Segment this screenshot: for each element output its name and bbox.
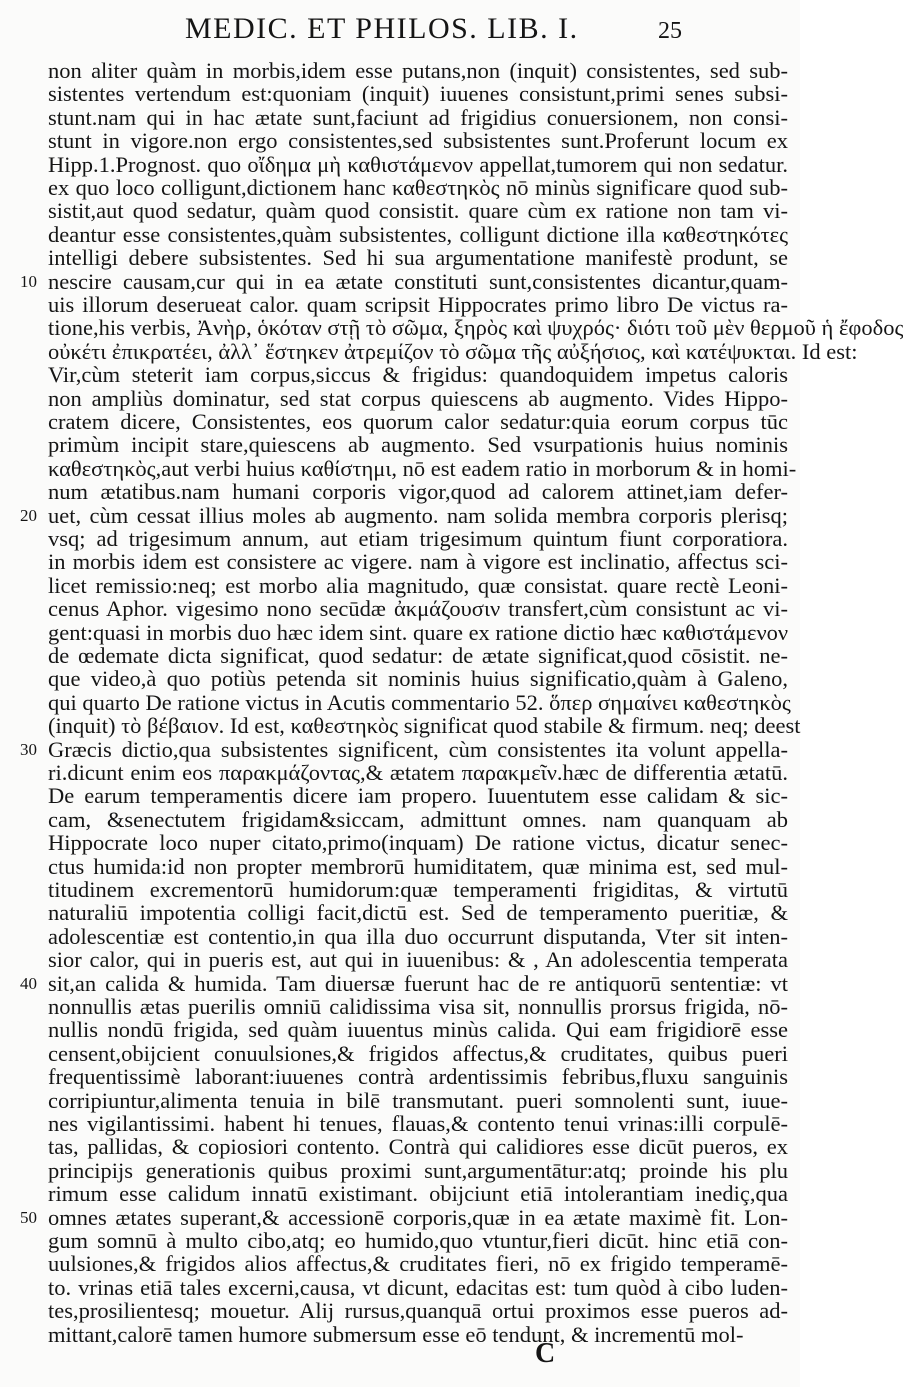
- text-line: Hipp.1.Prognost. quo οἴδημα μὴ καθιστάμενον appellat,tumorem qui non sedatur.: [48, 151, 788, 177]
- text-line: stunt in vigore.non ergo consistentes,sed subsistentes sunt.Proferunt locum ex: [48, 128, 788, 154]
- text-line: nullis nondū frigida, sed quàm iuuentus minùs calida. Qui eam frigidiorē esse: [48, 1017, 788, 1043]
- text-line: num ætatibus.nam humani corporis vigor,quod ad calorem attinet,iam defer-: [48, 479, 788, 505]
- text-line: intelligi debere subsistentes. Sed hi sua argumentatione manifestè produnt, se: [48, 245, 788, 271]
- text-line: sit,an calida & humida. Tam diuersæ fuerunt hac de re antiquorū sententiæ: vt: [48, 970, 788, 996]
- text-line: ri.dicunt enim eos παρακμάζοντας,& ætatem παρακμεῖν.hæc de differentia ætatū.: [48, 760, 788, 785]
- margin-line-number: 20: [20, 505, 37, 525]
- text-line: cratem dicere, Consistentes, eos quorum calor sedatur:quia eorum corpus tūc: [48, 409, 788, 434]
- text-line: gum somnū à multo cibo,atq; eo humido,quo vtuntur,fieri dicūt. hinc etiā con-: [48, 1228, 788, 1253]
- signature-mark: C: [535, 1338, 556, 1369]
- text-line: corripiuntur,alimenta tenuia in bilē transmutant. pueri somnolenti sunt, iuue-: [48, 1087, 788, 1113]
- text-line: omnes ætates superant,& accessionē corporis,quæ in ea ætate maximè fit. Lon-: [48, 1204, 788, 1230]
- text-line: adolescentiæ est contentio,in qua illa duo occurrunt disputanda, Vter sit inten-: [48, 923, 788, 949]
- text-line: nescire causam,cur qui in ea ætate constituti sunt,consistentes dicantur,quam-: [48, 268, 788, 294]
- margin-line-number: 50: [20, 1207, 37, 1227]
- text-line: cenus Aphor. vigesimo nono secūdæ ἀκμάζουσιν transfert,cùm consistunt ac vi-: [48, 596, 788, 622]
- text-line: ex quo loco colligunt,dictionem hanc καθεστηκὸς nō minùs significare quod sub-: [48, 175, 788, 200]
- text-line: καθεστηκὸς,aut verbi huius καθίστημι, nō est eadem ratio in morborum & in homi-: [48, 455, 797, 481]
- text-line: non ampliùs dominatur, sed stat corpus quiescens ab augmento. Vides Hippo-: [48, 385, 788, 411]
- running-header: MEDIC. ET PHILOS. LIB. I.: [185, 12, 579, 45]
- text-line: tione,his verbis, Ἀνὴρ, ὁκόταν στῇ τὸ σῶμα, ξηρὸς καὶ ψυχρός· διότι τοῦ μὲν θερμοῦ ἡ ἔφοδος: [48, 315, 903, 341]
- text-line: deantur esse consistentes,quàm subsistentes, colligunt dictione illa καθεστηκότες: [48, 221, 788, 247]
- text-line: licet remissio:neq; est morbo alia magnitudo, quæ consistat. quare rectè Leoni-: [48, 572, 788, 598]
- text-line: non aliter quàm in morbis,idem esse putans,non (inquit) consistentes, sed sub-: [48, 58, 788, 83]
- margin-line-number: 10: [20, 271, 37, 291]
- text-line: frequentissimè laborant:iuuenes contrà ardentissimis febribus,fluxu sanguinis: [48, 1064, 788, 1090]
- page-number: 25: [658, 18, 682, 44]
- text-line: stunt.nam qui in hac ætate sunt,faciunt ad frigidius conuersionem, non consi-: [48, 104, 788, 130]
- text-line: ctus humida:id non propter membrorū humiditatem, quæ minima est, sed mul-: [48, 853, 788, 879]
- text-line: mittant,calorē tamen humore submersum esse eō tendunt, & incrementū mol-: [48, 1321, 744, 1347]
- text-line: principijs generationis quibus proximi sunt,argumentātur:atq; proinde his plu: [48, 1157, 788, 1183]
- text-line: uulsiones,& frigidos alios affectus,& cruditates fieri, nō ex frigido temperamē-: [48, 1251, 788, 1277]
- margin-line-number: 40: [20, 973, 37, 993]
- text-line: οὐκέτι ἐπικρατέει, ἀλλ᾽ ἕστηκεν ἀτρεμίζον τὸ σῶμα τῆς αὐξήσιος, καὶ κατέψυκται. Id est:: [48, 338, 858, 364]
- text-line: vsq; ad trigesimum annum, aut etiam trigesimum quintum fiunt corporatiora.: [48, 526, 788, 551]
- text-line: (inquit) τὸ βέβαιον. Id est, καθεστηκὸς significat quod stabile & firmum. neq; deest: [48, 713, 801, 739]
- text-line: cam, &senectutem frigidam&siccam, admittunt omnes. nam quanquam ab: [48, 806, 788, 832]
- text-line: censent,obijcient conuulsiones,& frigidos affectus,& cruditates, quibus pueri: [48, 1040, 788, 1066]
- text-line: qui quarto De ratione victus in Acutis commentario 52. ὅπερ σημαίνει καθεστηκὸς: [48, 689, 791, 715]
- margin-line-number: 30: [20, 739, 37, 759]
- text-line: gent:quasi in morbis duo hæc idem sint. quare ex ratione dictio hæc καθιστάμενον: [48, 619, 789, 645]
- text-line: Vir,cùm steterit iam corpus,siccus & frigidus: quandoquidem impetus caloris: [48, 362, 788, 388]
- text-line: uis illorum deserueat calor. quam scripsit Hippocrates primo libro De victus ra-: [48, 292, 788, 317]
- text-line: tes,prosilientesq; mouetur. Alij rursus,quanquā ortui proximos esse pueros ad-: [48, 1298, 788, 1324]
- text-line: De earum temperamentis dicere iam propero. Iuuentutem esse calidam & sic-: [48, 783, 788, 809]
- text-line: naturaliū impotentia colligi facit,dictū est. Sed de temperamento pueritiæ, &: [48, 900, 788, 926]
- text-line: nes vigilantissimi. habent hi tenues, flauas,& contento tenui vrinas:illi corpulē-: [48, 1111, 788, 1136]
- text-line: sistit,aut quod sedatur, quàm quod consistit. quare cùm ex ratione non tam vi-: [48, 198, 788, 224]
- text-line: nonnullis ætas puerilis omniū calidissima visa sit, nonnullis prorsus frigida, nō-: [48, 994, 788, 1019]
- text-line: tas, pallidas, & copiosiori contento. Contrà qui calidiores esse dicūt pueros, ex: [48, 1134, 788, 1160]
- text-line: de œdemate dicta significat, quod sedatur: de ætate significat,quod cōsistit. ne-: [48, 643, 788, 668]
- text-line: in morbis idem est consistere ac vigere. nam à vigore est inclinatio, affectus sci-: [48, 549, 788, 575]
- text-line: Hippocrate loco nuper citato,primo(inquam) De ratione victus, dicatur senec-: [48, 830, 788, 856]
- text-line: que video,à quo potiùs petenda sit nominis huius significatio,quàm à Galeno,: [48, 666, 788, 692]
- text-line: rimum esse calidum innatū existimant. obijciunt etiā intolerantiam inediç,qua: [48, 1181, 788, 1207]
- text-line: titudinem excrementorū humidorum:quæ temperamenti frigiditas, & virtutū: [48, 877, 788, 902]
- text-line: sior calor, qui in pueris est, aut qui in iuuenibus: & , An adolescentia temperata: [48, 947, 788, 973]
- text-line: uet, cùm cessat illius moles ab augmento. nam solida membra corporis plerisq;: [48, 502, 788, 528]
- text-line: Græcis dictio,qua subsistentes significent, cùm consistentes ita volunt appella-: [48, 736, 788, 762]
- text-line: primùm incipit stare,quiescens ab augmento. Sed vsurpationis huius nominis: [48, 432, 788, 458]
- text-line: to. vrinas etiā tales excerni,causa, vt dicunt, edacitas est: tum quòd à cibo luden-: [48, 1274, 788, 1300]
- text-line: sistentes vertendum est:quoniam (inquit) iuuenes consistunt,primi senes subsi-: [48, 81, 788, 107]
